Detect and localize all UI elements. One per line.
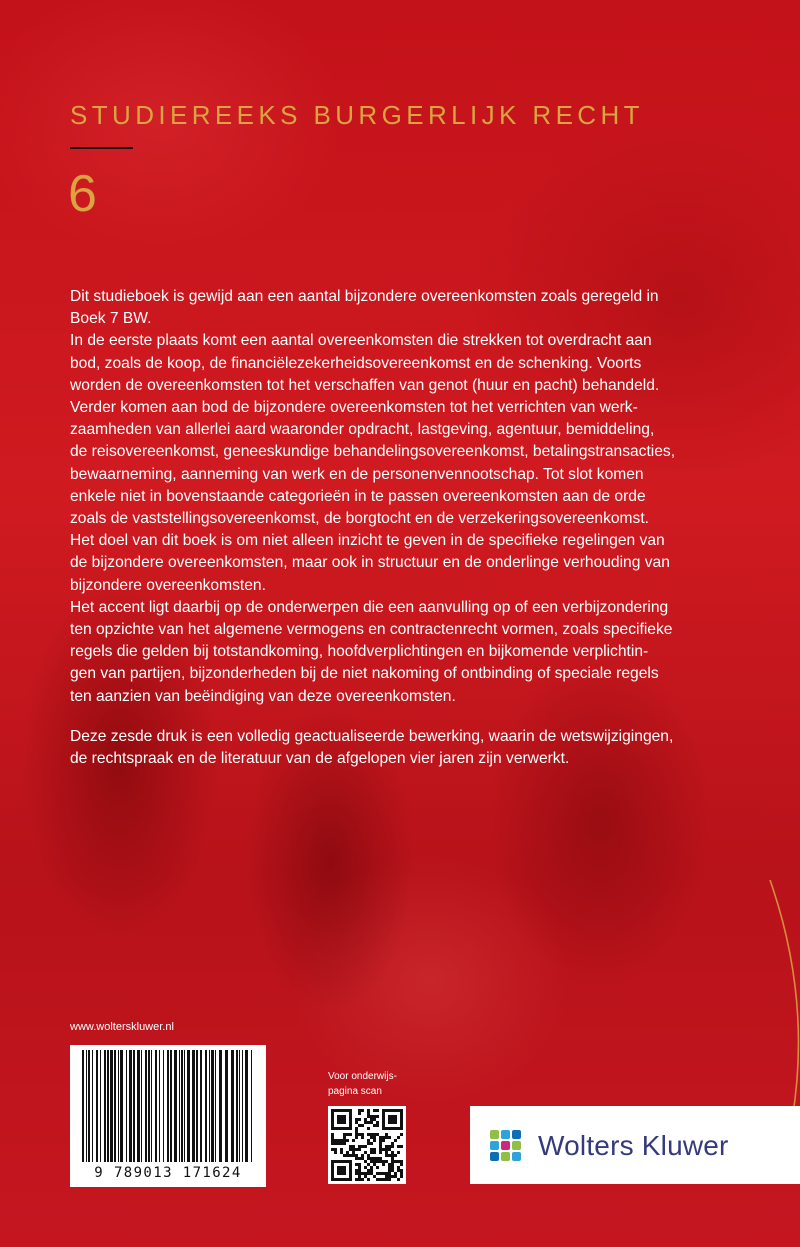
blurb-paragraph-1	[70, 286, 750, 708]
blurb-line: de bijzondere overeenkomsten, maar ook in structuur en de onderlinge verhouding van	[70, 554, 670, 572]
isbn-digits: 9 789013 171624	[94, 1165, 242, 1181]
blurb-line: ten aanzien van beëindiging van deze overeenkomsten.	[70, 687, 456, 705]
blurb-line: bod, zoals de koop, de financiëlezekerheidsovereenkomst en de schenking. Voorts	[70, 354, 642, 372]
title-divider	[70, 147, 133, 149]
blurb-line: gen van partijen, bijzonderheden bij de niet nakoming of ontbinding of speciale regels	[70, 665, 659, 683]
qr-code-pattern	[331, 1109, 403, 1181]
blurb-line: ten opzichte van het algemene vermogens en contractenrecht vormen, zoals specifieke	[70, 621, 673, 639]
publisher-logo-box	[470, 1106, 800, 1184]
blurb-line: In de eerste plaats komt een aantal overeenkomsten die strekken tot overdracht aan	[70, 332, 652, 350]
blurb-paragraph-2	[70, 726, 750, 770]
publisher-name: Wolters Kluwer	[538, 1130, 729, 1161]
blurb-line: Deze zesde druk is een volledig geactualiseerde bewerking, waarin de wetswijzigingen,	[70, 727, 674, 745]
blurb-line: Het accent ligt daarbij op de onderwerpen die een aanvulling op of een verbijzondering	[70, 598, 669, 616]
blurb-line: regels die gelden bij totstandkoming, hoofdverplichtingen en bijkomende verplichtin-	[70, 643, 649, 661]
website-url[interactable]: www.wolterskluwer.nl	[70, 1021, 174, 1033]
qr-caption-line-1: Voor onderwijs-	[328, 1071, 397, 1082]
blurb-line: bewaarneming, aanneming van werk en de personenvennootschap. Tot slot komen	[70, 465, 644, 483]
qr-caption-line-2: pagina scan	[328, 1086, 382, 1097]
wolters-kluwer-logo-icon	[486, 1126, 526, 1166]
blurb-line: Het doel van dit boek is om niet alleen inzicht te geven in de specifieke regelingen van	[70, 532, 665, 550]
blurb-line: zaamheden van allerlei aard waaronder opdracht, lastgeving, agentuur, bemiddeling,	[70, 421, 655, 439]
barcode-bars	[82, 1050, 254, 1162]
blurb-line: zoals de vaststellingsovereenkomst, de borgtocht en de verzekeringsovereenkomst.	[70, 510, 650, 528]
volume-number: 6	[68, 165, 97, 223]
blurb-line: bijzondere overeenkomsten.	[70, 576, 266, 594]
qr-code[interactable]	[328, 1106, 406, 1184]
isbn-barcode	[70, 1045, 266, 1187]
blurb-line: de rechtspraak en de literatuur van de afgelopen vier jaren zijn verwerkt.	[70, 750, 570, 768]
blurb-text	[70, 286, 750, 770]
blurb-line: Boek 7 BW.	[70, 310, 152, 328]
blurb-line: Verder komen aan bod de bijzondere overeenkomsten tot het verrichten van werk-	[70, 399, 638, 417]
qr-caption	[328, 1069, 428, 1099]
blurb-line: Dit studieboek is gewijd aan een aantal bijzondere overeenkomsten zoals geregeld in	[70, 288, 659, 305]
blurb-line: worden de overeenkomsten tot het verschaffen van genot (huur en pacht) behandeld.	[70, 376, 660, 394]
blurb-line: de reisovereenkomst, geneeskundige behandelingsovereenkomst, betalingstransacties,	[70, 443, 676, 461]
series-title: STUDIEREEKS BURGERLIJK RECHT	[70, 100, 644, 130]
blurb-line: enkele niet in bovenstaande categorieën in te passen overeenkomsten aan de orde	[70, 487, 646, 505]
